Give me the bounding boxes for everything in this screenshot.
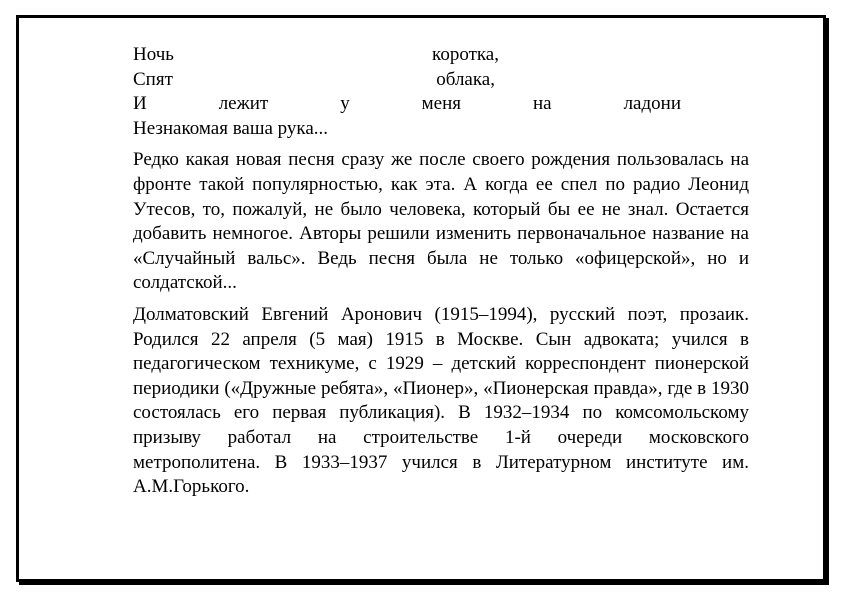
poem-word: у: [340, 93, 350, 115]
poem-stanza: [133, 43, 749, 141]
poem-word: ладони: [623, 93, 681, 115]
poem-word: лежит: [218, 93, 269, 115]
poem-word: на: [533, 93, 552, 115]
paragraph-song-history: Редко какая новая песня сразу же после своего рождения пользовалась на фронте такой популярностью, как эта. А когда ее спел по радио Леонид Утесов, то, пожалуй, не было человека, который бы ее не знал. Остается добавить немногое. Авторы решили изменить первоначальное название на «Случайный вальс». Ведь песня была не только «офицерской», но и солдатской...: [133, 149, 749, 294]
poem-word: коротка,: [432, 44, 499, 65]
poem-word: Ночь: [133, 44, 174, 65]
poem-line-2: [133, 68, 749, 93]
poem-word: И: [133, 93, 147, 115]
poem-word: облака,: [436, 68, 495, 90]
poem-line-4: Незнакомая ваша рука...: [133, 117, 329, 139]
poem-word: Спят: [133, 68, 173, 90]
poem-word: меня: [421, 93, 462, 115]
document-body: [133, 43, 749, 507]
paragraph-biography: Долматовский Евгений Аронович (1915–1994), русский поэт, прозаик. Родился 22 апреля (5 мая) 1915 в Москве. Сын адвоката; учился в педагогическом техникуме, с 1929 – детский корреспондент пионерской периодики («Дружные ребята», «Пионер», «Пионерская правда», где в 1930 состоялась его первая публикация). В 1932–1934 по комсомольскому призыву работал на строительстве 1-й очереди московского метрополитена. В 1933–1937 учился в Литературном институте им. А.М.Горького.: [133, 303, 749, 498]
poem-line-3: [133, 92, 749, 117]
poem-line-1: [133, 43, 749, 68]
